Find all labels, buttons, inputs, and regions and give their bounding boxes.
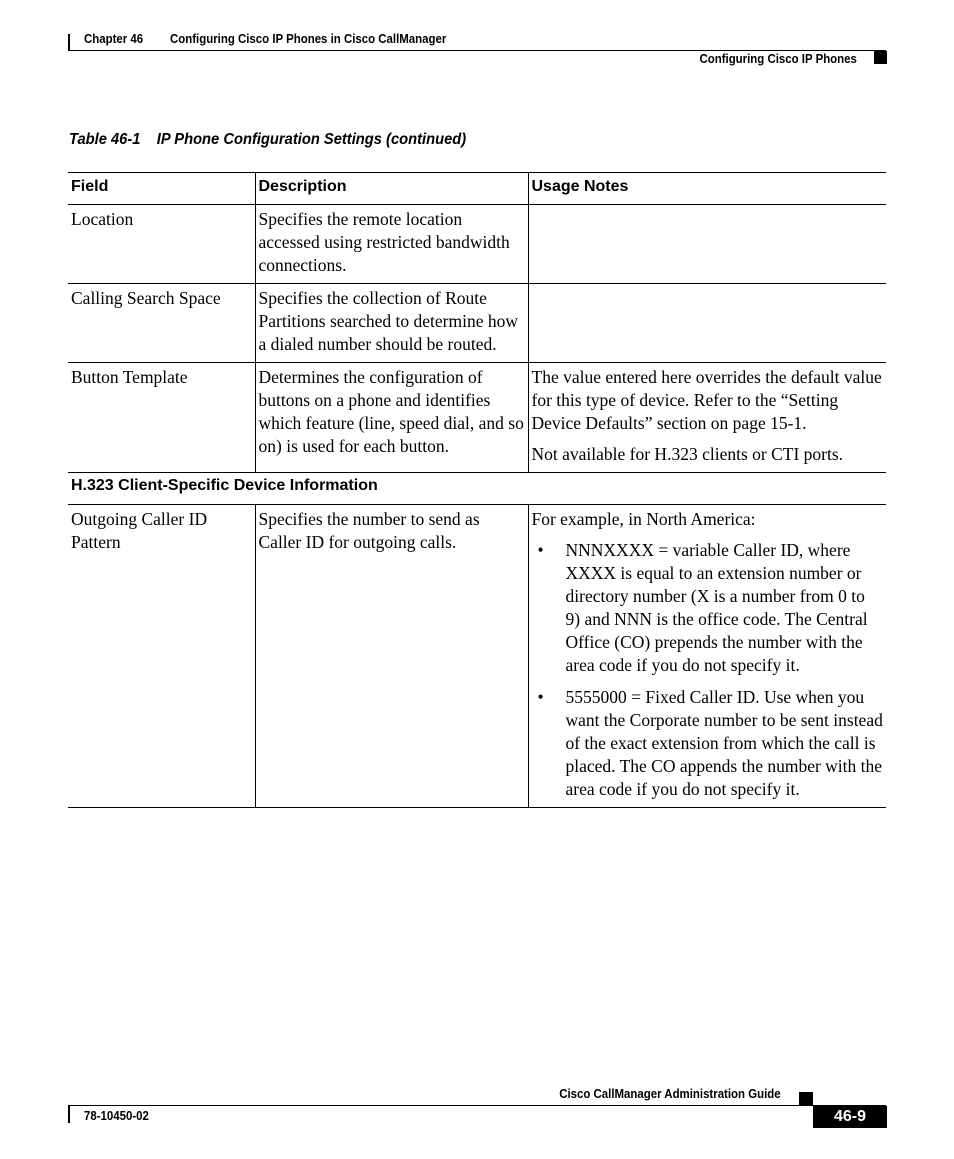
notes-cell <box>528 363 886 473</box>
table-row <box>68 205 886 284</box>
description-cell: Determines the configuration of buttons on a phone and identifies which feature (line, speed dial, and so on) is used for each button. <box>255 363 528 473</box>
config-table <box>68 172 886 808</box>
usage-note: Not available for H.323 clients or CTI ports. <box>531 444 844 464</box>
description-cell: Specifies the collection of Route Partitions searched to determine how a dialed number should be routed. <box>255 284 528 363</box>
notes-cell <box>528 505 886 808</box>
page-number: 46-9 <box>813 1106 887 1128</box>
column-header-description: Description <box>255 173 528 205</box>
header-marker <box>874 51 887 64</box>
footer-rule <box>68 1105 886 1106</box>
section-heading-row <box>68 473 886 505</box>
usage-note: For example, in North America: <box>531 509 756 529</box>
document-number: 78-10450-02 <box>84 1108 149 1123</box>
usage-note: The value entered here overrides the default value for this type of device. Refer to the “Setting Device Defaults” section on page 15-1. <box>531 367 882 433</box>
notes-cell <box>528 205 886 284</box>
table-row <box>68 284 886 363</box>
bullet-list <box>532 539 884 801</box>
chapter-title: Configuring Cisco IP Phones in Cisco CallManager <box>170 31 447 46</box>
list-item <box>532 539 884 677</box>
list-item-text: 5555000 = Fixed Caller ID. Use when you want the Corporate number to be sent instead of the exact extension from which the call is placed. The CO appends the number with the area code if you do not specify it. <box>565 687 883 799</box>
column-header-usage-notes: Usage Notes <box>528 173 886 205</box>
table-header-row <box>68 173 886 205</box>
chapter-label: Chapter 46 <box>84 31 144 46</box>
description-cell: Specifies the remote location accessed using restricted bandwidth connections. <box>255 205 528 284</box>
section-title: Configuring Cisco IP Phones <box>699 51 857 66</box>
description-cell: Specifies the number to send as Caller ID for outgoing calls. <box>255 505 528 808</box>
field-cell: Button Template <box>68 363 255 473</box>
section-heading: H.323 Client-Specific Device Information <box>68 473 886 505</box>
table-row <box>68 505 886 808</box>
bullet-icon: • <box>537 687 544 707</box>
column-header-field: Field <box>68 173 255 205</box>
table-caption: Table 46-1 IP Phone Configuration Settings (continued) <box>69 131 467 148</box>
footer-marker <box>799 1092 813 1106</box>
guide-title: Cisco CallManager Administration Guide <box>559 1086 781 1101</box>
list-item <box>532 686 884 801</box>
bullet-icon: • <box>537 540 544 560</box>
footer-bar <box>68 1105 70 1123</box>
table-row <box>68 363 886 473</box>
field-cell: Calling Search Space <box>68 284 255 363</box>
notes-cell <box>528 284 886 363</box>
field-cell: Location <box>68 205 255 284</box>
header-bar <box>68 34 70 51</box>
list-item-text: NNNXXXX = variable Caller ID, where XXXX is equal to an extension number or directory number (X is a number from 0 to 9) and NNN is the office code. The Central Office (CO) prepends the number with the area code if you do not specify it. <box>565 540 868 675</box>
field-cell: Outgoing Caller ID Pattern <box>68 505 255 808</box>
